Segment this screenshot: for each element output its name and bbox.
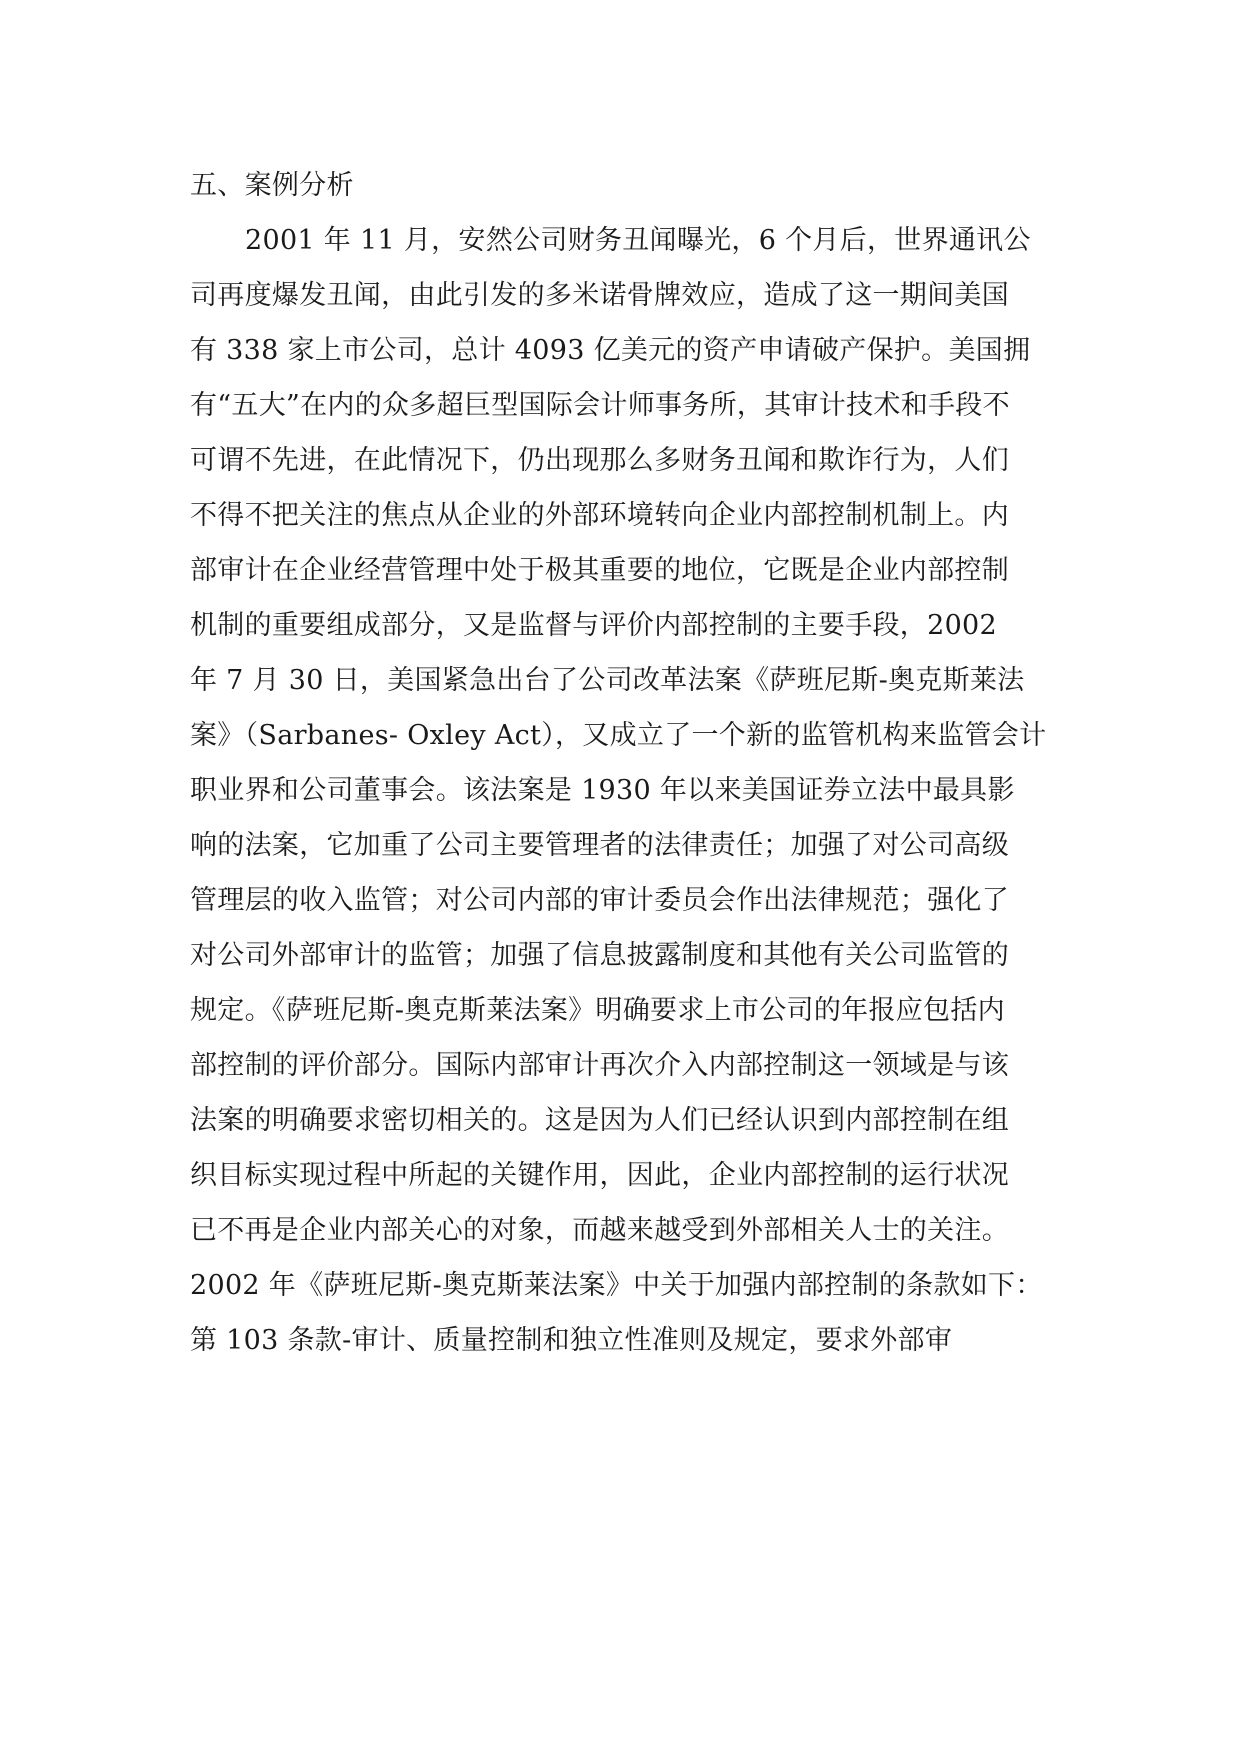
paragraph-line: 规定。《萨班尼斯-奥克斯莱法案》明确要求上市公司的年报应包括内 xyxy=(190,995,1005,1026)
paragraph-line: 织目标实现过程中所起的关键作用，因此，企业内部控制的运行状况 xyxy=(190,1160,1009,1191)
paragraph-line: 法案的明确要求密切相关的。这是因为人们已经认识到内部控制在组 xyxy=(190,1105,1009,1136)
paragraph-line: 管理层的收入监管；对公司内部的审计委员会作出法律规范；强化了 xyxy=(190,885,1009,916)
paragraph-line: 有 338 家上市公司，总计 4093 亿美元的资产申请破产保护。美国拥 xyxy=(190,335,1031,366)
paragraph-line: 部控制的评价部分。国际内部审计再次介入内部控制这一领域是与该 xyxy=(190,1050,1009,1081)
paragraph-line: 2002 年《萨班尼斯-奥克斯莱法案》中关于加强内部控制的条款如下： xyxy=(190,1270,1043,1301)
paragraph-line: 年 7 月 30 日，美国紧急出台了公司改革法案《萨班尼斯-奥克斯莱法 xyxy=(190,665,1025,696)
paragraph-line: 案》（Sarbanes- Oxley Act），又成立了一个新的监管机构来监管会计 xyxy=(190,720,1047,751)
paragraph-line: 有“五大”在内的众多超巨型国际会计师事务所，其审计技术和手段不 xyxy=(190,390,1010,421)
paragraph-line: 2001 年 11 月，安然公司财务丑闻曝光，6 个月后，世界通讯公 xyxy=(245,225,1031,256)
paragraph-line: 不得不把关注的焦点从企业的外部环境转向企业内部控制机制上。内 xyxy=(190,500,1009,531)
paragraph-line: 对公司外部审计的监管；加强了信息披露制度和其他有关公司监管的 xyxy=(190,940,1009,971)
paragraph-line: 司再度爆发丑闻，由此引发的多米诺骨牌效应，造成了这一期间美国 xyxy=(190,280,1009,311)
paragraph-line: 响的法案，它加重了公司主要管理者的法律责任；加强了对公司高级 xyxy=(190,830,1009,861)
paragraph-line: 第 103 条款-审计、质量控制和独立性准则及规定，要求外部审 xyxy=(190,1325,953,1356)
paragraph-line: 已不再是企业内部关心的对象，而越来越受到外部相关人士的关注。 xyxy=(190,1215,1009,1246)
paragraph-line: 可谓不先进，在此情况下，仍出现那么多财务丑闻和欺诈行为，人们 xyxy=(190,445,1009,476)
section-heading: 五、案例分析 xyxy=(190,170,354,201)
paragraph-line: 部审计在企业经营管理中处于极其重要的地位，它既是企业内部控制 xyxy=(190,555,1009,586)
paragraph-line: 职业界和公司董事会。该法案是 1930 年以来美国证券立法中最具影 xyxy=(190,775,1015,806)
paragraph-line: 机制的重要组成部分，又是监督与评价内部控制的主要手段，2002 xyxy=(190,610,998,641)
